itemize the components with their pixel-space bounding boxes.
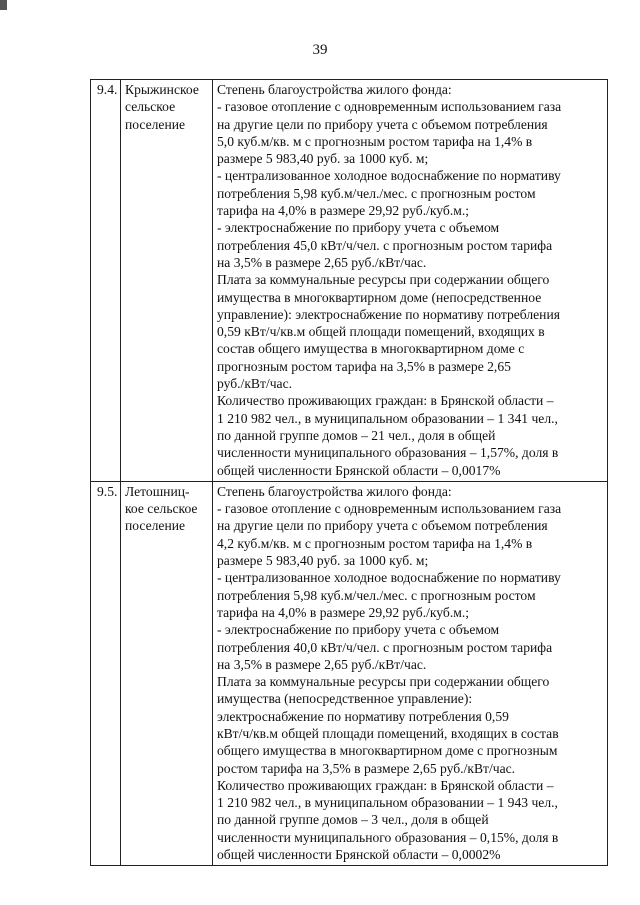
description-paragraph [217,392,603,478]
text-line: 5,0 куб.м/кв. м с прогнозным ростом тарифа на 1,4% в [217,133,533,149]
description-paragraph [217,271,603,392]
settlement-name-line: поселение [125,518,186,534]
text-line: имущества в многоквартирном доме (непосредственное [217,289,542,305]
settlement-name-line: сельское [125,99,176,115]
text-line: - электроснабжение по прибору учета с объемом [217,622,500,638]
text-line: 4,2 куб.м/кв. м с прогнозным ростом тарифа на 1,4% в [217,535,533,551]
row-number: 9.5. [91,481,121,866]
text-line: на 3,5% в размере 2,65 руб./кВт/час. [217,254,427,270]
scan-corner-mark [0,0,7,10]
settlement-name-line: кое сельское [125,501,198,517]
description-paragraph [217,673,603,777]
text-line: на другие цели по прибору учета с объемом потребления [217,116,548,132]
text-line: - централизованное холодное водоснабжение по нормативу [217,168,561,184]
text-line: Количество проживающих граждан: в Брянской области – [217,777,554,793]
text-line: кВт/ч/кв.м общей площади помещений, входящих в состав [217,725,559,741]
settlement-name-line: Крыжинское [125,82,199,97]
text-line: размере 5 983,40 руб. за 1000 куб. м; [217,151,429,167]
page-number: 39 [312,42,328,58]
text-line: Количество проживающих граждан: в Брянской области – [217,393,554,409]
text-line: потребления 45,0 кВт/ч/чел. с прогнозным ростом тарифа [217,237,553,253]
description-cell [213,481,608,866]
text-line: по данной группе домов – 3 чел., доля в общей [217,812,489,828]
text-line: общего имущества в многоквартирном доме с прогнозным [217,743,558,759]
text-line: общей численности Брянской области – 0,0017% [217,462,501,478]
text-line: общей численности Брянской области – 0,0002% [217,847,501,863]
text-line: численности муниципального образования – 1,57%, доля в [217,445,559,461]
table-row [91,80,608,482]
text-line: на другие цели по прибору учета с объемом потребления [217,518,548,534]
settlement-name-line: поселение [125,116,186,132]
text-line: - централизованное холодное водоснабжение по нормативу [217,570,561,586]
description-paragraph [217,81,603,271]
settlement-name [121,80,213,482]
row-number: 9.4. [91,80,121,482]
settlement-name-line: Летошниц- [125,483,190,499]
text-line: имущества (непосредственное управление): [217,691,473,707]
text-line: потребления 5,98 куб.м/чел./мес. с прогнозным ростом [217,587,536,603]
text-line: Плата за коммунальные ресурсы при содержании общего [217,674,550,690]
table-row [91,481,608,866]
text-line: потребления 5,98 куб.м/чел./мес. с прогнозным ростом [217,185,536,201]
text-line: электроснабжение по нормативу потребления 0,59 [217,708,509,724]
text-line: руб./кВт/час. [217,376,293,392]
description-paragraph [217,483,603,673]
text-line: прогнозным ростом тарифа на 3,5% в размере 2,65 [217,358,511,374]
text-line: - газовое отопление с одновременным использованием газа [217,99,562,115]
text-line: управление): электроснабжение по нормативу потребления [217,306,560,322]
table-body [91,80,608,866]
text-line: ростом тарифа на 3,5% в размере 2,65 руб./кВт/час. [217,760,516,776]
settlement-name [121,481,213,866]
text-line: на 3,5% в размере 2,65 руб./кВт/час. [217,656,427,672]
text-line: Степень благоустройства жилого фонда: [217,483,452,499]
text-line: тарифа на 4,0% в размере 29,92 руб./куб.м.; [217,604,469,620]
text-line: Плата за коммунальные ресурсы при содержании общего [217,272,550,288]
text-line: численности муниципального образования – 0,15%, доля в [217,829,559,845]
text-line: потребления 40,0 кВт/ч/чел. с прогнозным ростом тарифа [217,639,553,655]
text-line: - электроснабжение по прибору учета с объемом [217,220,500,236]
text-line: по данной группе домов – 21 чел., доля в общей [217,427,496,443]
settlements-table [90,79,608,866]
description-cell [213,80,608,482]
text-line: 1 210 982 чел., в муниципальном образовании – 1 943 чел., [217,795,558,811]
text-line: 1 210 982 чел., в муниципальном образовании – 1 341 чел., [217,410,558,426]
text-line: размере 5 983,40 руб. за 1000 куб. м; [217,553,429,569]
text-line: Степень благоустройства жилого фонда: [217,82,452,97]
text-line: - газовое отопление с одновременным использованием газа [217,501,562,517]
text-line: тарифа на 4,0% в размере 29,92 руб./куб.м.; [217,203,469,219]
description-paragraph [217,777,603,863]
text-line: 0,59 кВт/ч/кв.м общей площади помещений, входящих в [217,324,545,340]
text-line: состав общего имущества в многоквартирном доме с [217,341,525,357]
